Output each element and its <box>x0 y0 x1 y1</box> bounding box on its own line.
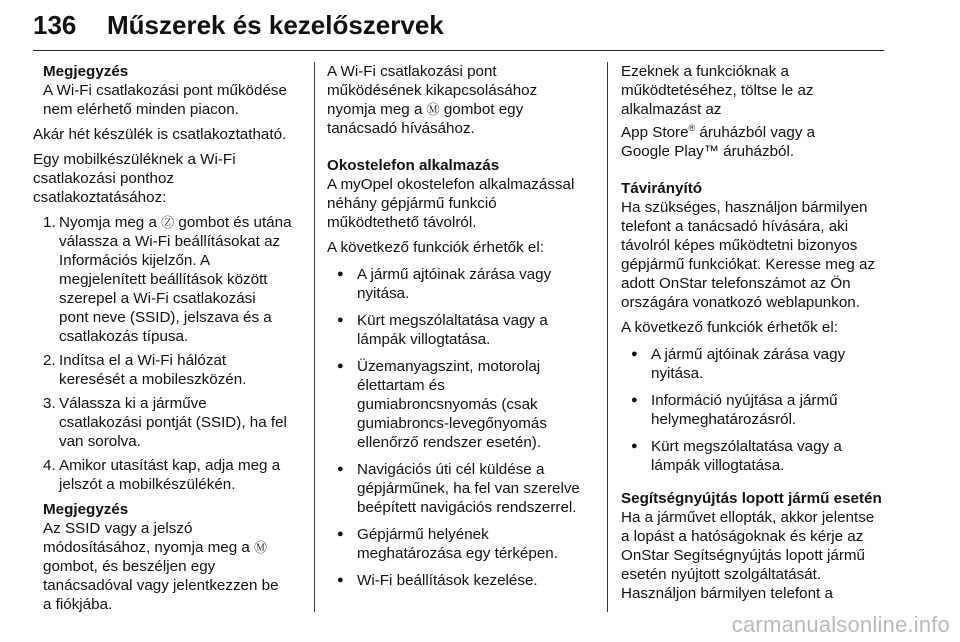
list-item: ● Wi-Fi beállítások kezelése. <box>327 571 595 590</box>
remote-functions-list <box>621 345 889 475</box>
column-2 <box>327 62 595 598</box>
note-1 <box>43 62 301 119</box>
list-item: ● Navigációs úti cél küldése a gépjárműnek, ha fel van szerelve beépített navigációs rendszerrel. <box>327 460 595 517</box>
list-item: ● Gépjármű helyének meghatározása egy térképen. <box>327 525 595 563</box>
column-divider <box>607 62 608 612</box>
column-3 <box>621 62 889 609</box>
note-2: Megjegyzés Az SSID vagy a jelszó módosításához, nyomja meg a Ⓜ gombot, és beszéljen egy tanácsadóval vagy jelentkezzen be a fiókjába. <box>43 501 279 613</box>
list-item: ● A jármű ajtóinak zárása vagy nyitása. <box>327 265 595 303</box>
page-number: 136 <box>33 10 77 40</box>
list-item: 4. Amikor utasítást kap, adja meg a jelszót a mobilkészülékén. <box>43 457 281 493</box>
paragraph-wifi-off: A Wi-Fi csatlakozási pont működésének kikapcsolásához nyomja meg a Ⓜ gombot egy tanácsadó hívásához. <box>327 63 538 137</box>
paragraph-functions-intro: A következő funkciók érhetők el: <box>621 319 838 337</box>
note-2-heading: Megjegyzés <box>43 501 129 518</box>
paragraph-functions-intro: A következő funkciók érhetők el: <box>327 239 544 256</box>
heading-smartphone-app: Okostelefon alkalmazás <box>327 157 500 174</box>
list-item: ● Kürt megszólaltatása vagy a lámpák villogtatása. <box>621 437 889 475</box>
note-1-text: A Wi-Fi csatlakozási pont működése nem elérhető minden piacon. <box>43 82 287 118</box>
list-item: ● Üzemanyagszint, motorolaj élettartam és gumiabroncsnyomás (csak gumiabroncs-levegőnyomás ellenőrző rendszer esetén). <box>327 357 595 452</box>
paragraph-remote: Ha szükséges, használjon bármilyen telefont a tanácsadó hívására, aki távolról képes működtetni bizonyos gépjármű funkciókat. Keresse meg az adott OnStar telefonszámot az Ön országára vonatkozó weblapunkon. <box>621 199 876 312</box>
column-1 <box>33 62 301 620</box>
note-1-heading: Megjegyzés <box>43 63 129 80</box>
watermark: carmanualsonline.info <box>731 612 950 637</box>
paragraph-myopel: A myOpel okostelefon alkalmazással néhány gépjármű funkció működtethető távolról. <box>327 176 575 231</box>
list-item: ● Kürt megszólaltatása vagy a lámpák villogtatása. <box>327 311 595 349</box>
functions-list <box>327 265 595 590</box>
steps-list <box>33 213 301 494</box>
list-item: 3. Válassza ki a járműve csatlakozási pontját (SSID), ha fel van sorolva. <box>43 395 287 450</box>
settings-button-icon: Ⓩ <box>161 215 175 230</box>
page-header <box>33 8 884 51</box>
list-item: ● Információ nyújtása a jármű helymeghatározásról. <box>621 391 889 429</box>
heading-remote-control: Távirányító <box>621 180 703 198</box>
paragraph-app-stores: App Store® áruházból vagy a Google Play™ áruházból. <box>621 123 816 161</box>
onstar-button-icon: Ⓜ <box>426 102 440 117</box>
column-divider <box>314 62 315 612</box>
paragraph-connect-intro: Egy mobilkészüléknek a Wi-Fi csatlakozási ponthoz csatlakoztatásához: <box>33 151 236 206</box>
paragraph-download-app: Ezeknek a funkcióknak a működtetéséhez, töltse le az alkalmazást az <box>621 63 814 118</box>
onstar-button-icon: Ⓜ <box>254 540 268 555</box>
page-title: Műszerek és kezelőszervek <box>107 10 444 40</box>
paragraph-stolen-vehicle: Ha a járművet ellopták, akkor jelentse a lopást a hatóságoknak és kérje az OnStar Segítségnyújtás lopott jármű esetén nyújtott szolgáltatását. Használjon bármilyen telefont a <box>621 509 875 603</box>
list-item: ● A jármű ajtóinak zárása vagy nyitása. <box>621 345 889 383</box>
list-item: 1. Nyomja meg a Ⓩ gombot és utána válassza a Wi-Fi beállításokat az Információs kijelzőn. A megjelenített beállítások között szerepel a Wi-Fi csatlakozási pont neve (SSID), jelszava és a csatlakozás típusa. <box>43 214 292 345</box>
list-item: 2. Indítsa el a Wi-Fi hálózat keresését a mobileszközén. <box>43 352 247 388</box>
paragraph-device-count: Akár hét készülék is csatlakoztatható. <box>33 126 287 143</box>
heading-stolen-vehicle: Segítségnyújtás lopott jármű esetén <box>621 490 882 508</box>
